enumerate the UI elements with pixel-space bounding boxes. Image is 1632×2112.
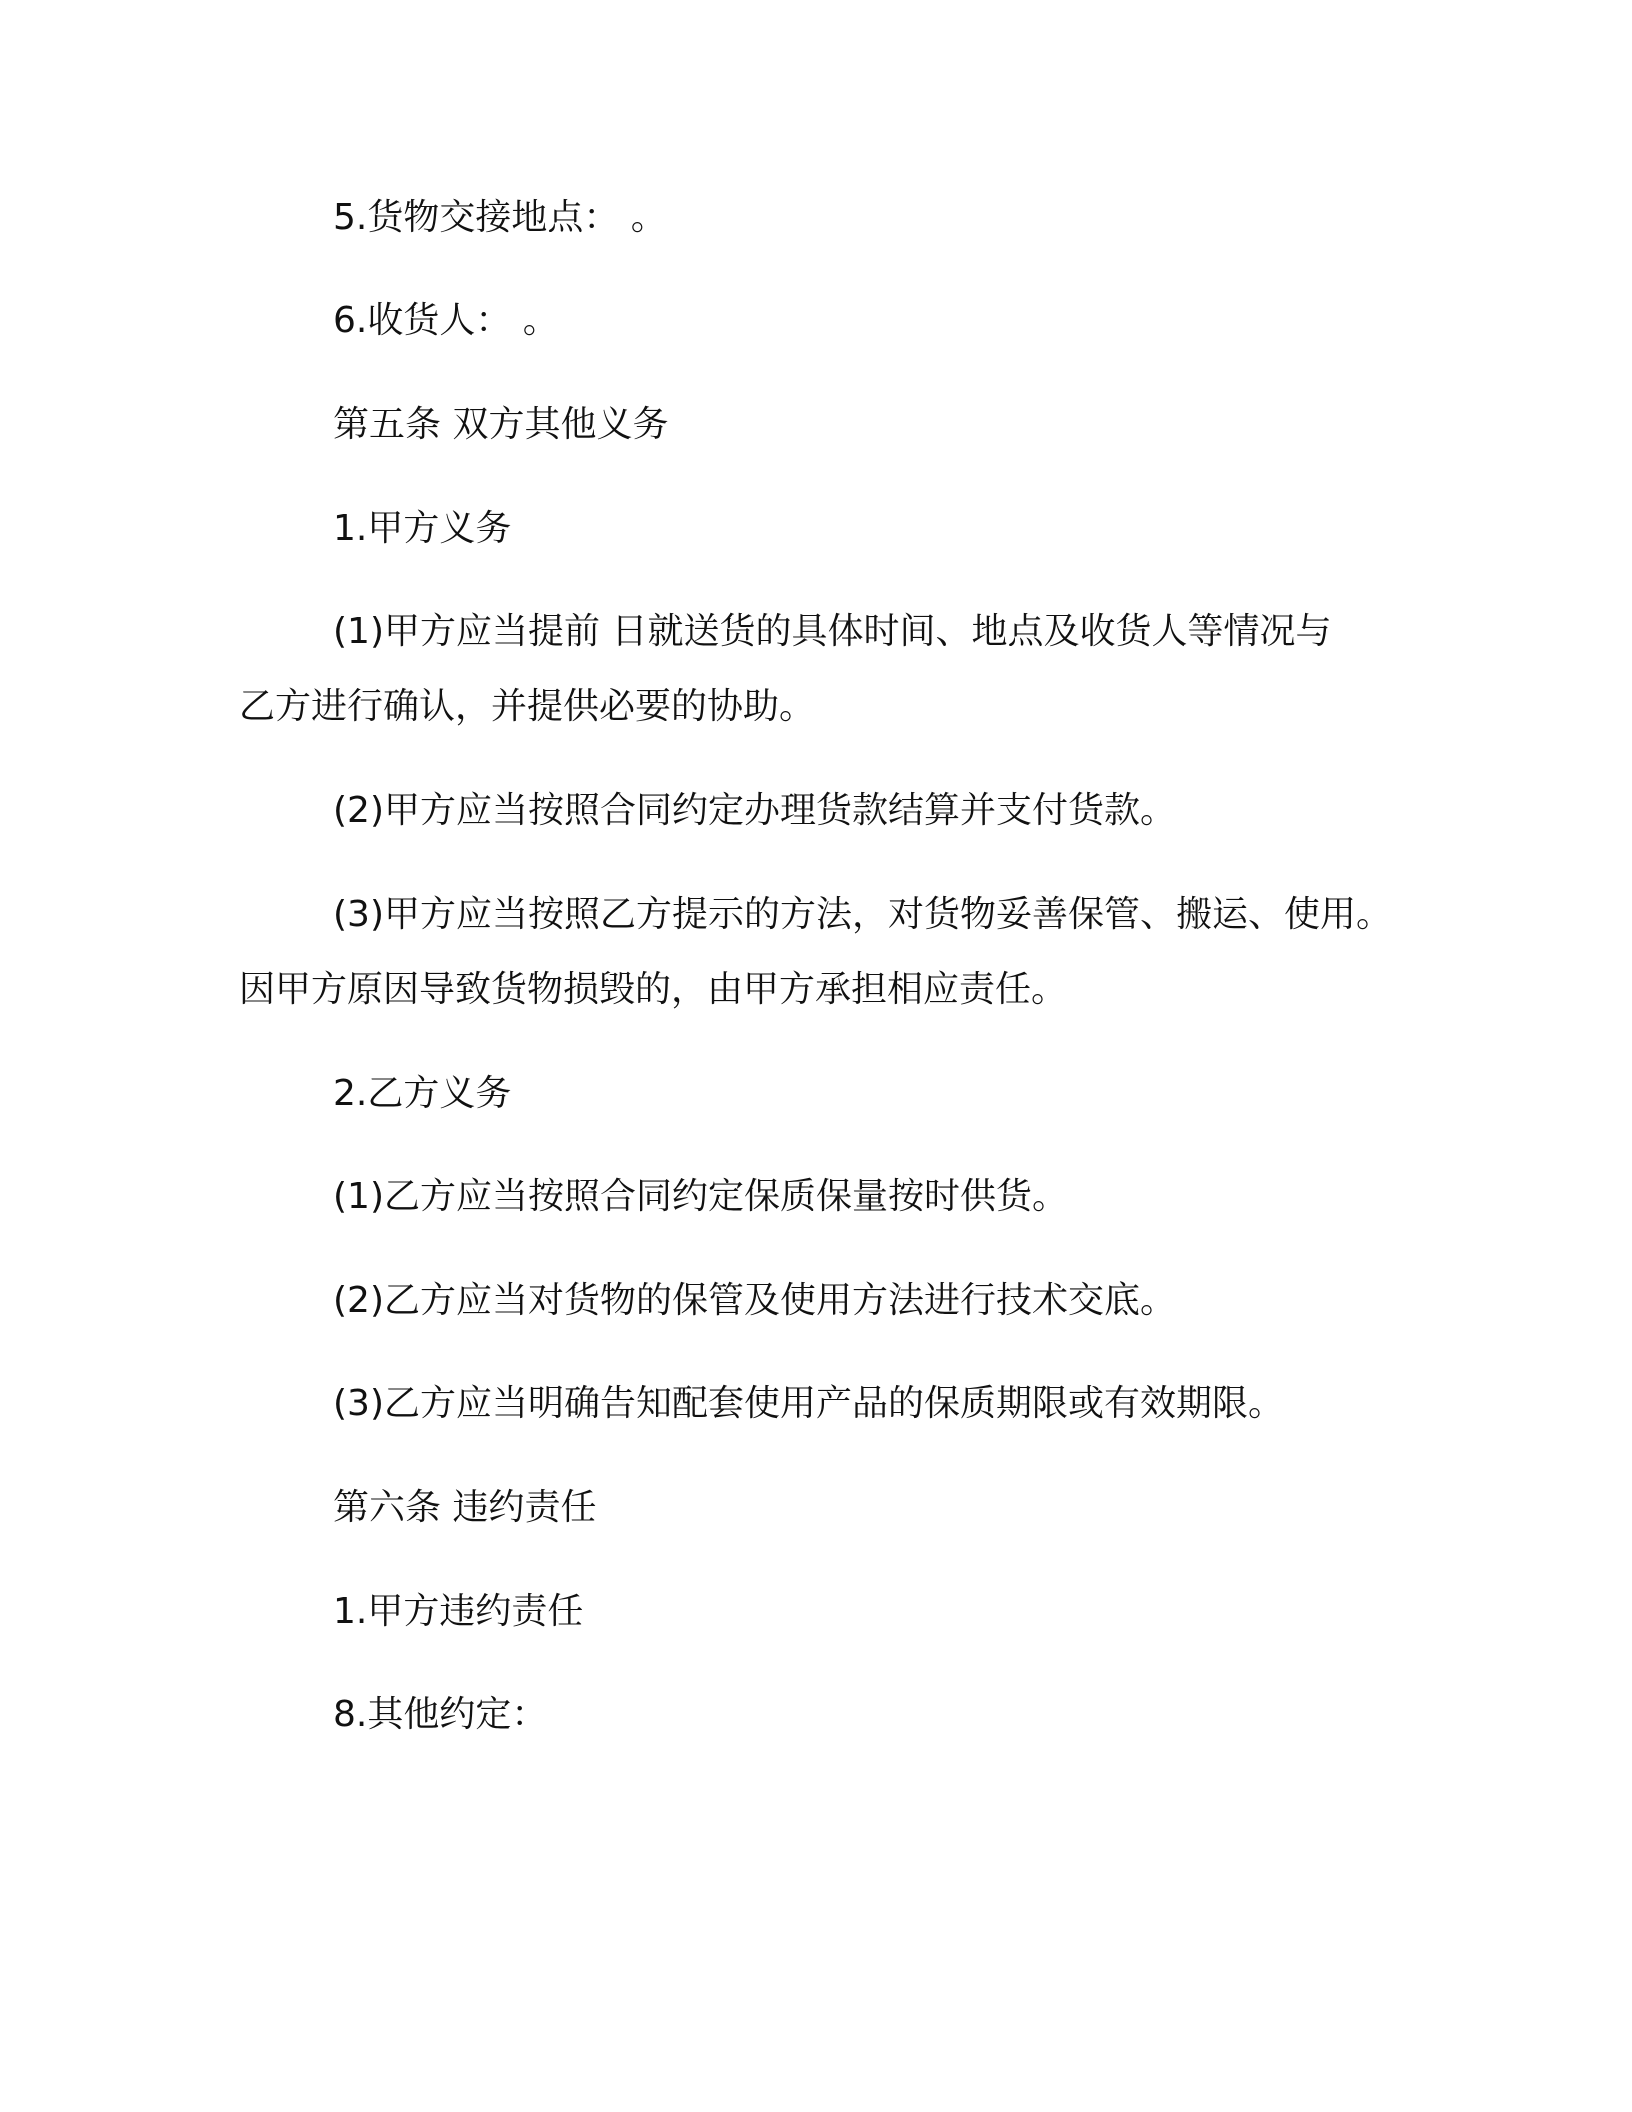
party-a-obligation-1-line-1: (1)甲方应当提前 日就送货的具体时间、地点及收货人等情况与 <box>333 611 1332 652</box>
other-agreements: 8.其他约定： <box>333 1694 548 1735</box>
party-a-liability-heading: 1.甲方违约责任 <box>333 1591 584 1632</box>
party-b-obligation-2: (2)乙方应当对货物的保管及使用方法进行技术交底。 <box>333 1280 1176 1321</box>
party-b-obligation-1: (1)乙方应当按照合同约定保质保量按时供货。 <box>333 1176 1068 1217</box>
party-a-obligation-3-line-1: (3)甲方应当按照乙方提示的方法，对货物妥善保管、搬运、使用。 <box>333 894 1392 935</box>
article-five-heading: 第五条 双方其他义务 <box>333 404 669 445</box>
party-a-obligation-3-line-2: 因甲方原因导致货物损毁的，由甲方承担相应责任。 <box>239 969 1068 1010</box>
clause-consignee: 6.收货人： 。 <box>333 300 559 341</box>
article-six-heading: 第六条 违约责任 <box>333 1487 597 1528</box>
clause-delivery-location: 5.货物交接地点： 。 <box>333 197 667 238</box>
party-a-obligation-1-line-2: 乙方进行确认，并提供必要的协助。 <box>239 686 816 727</box>
party-b-obligation-3: (3)乙方应当明确告知配套使用产品的保质期限或有效期限。 <box>333 1383 1284 1424</box>
party-b-obligations-heading: 2.乙方义务 <box>333 1073 512 1114</box>
party-a-obligations-heading: 1.甲方义务 <box>333 508 512 549</box>
party-a-obligation-2: (2)甲方应当按照合同约定办理货款结算并支付货款。 <box>333 790 1176 831</box>
